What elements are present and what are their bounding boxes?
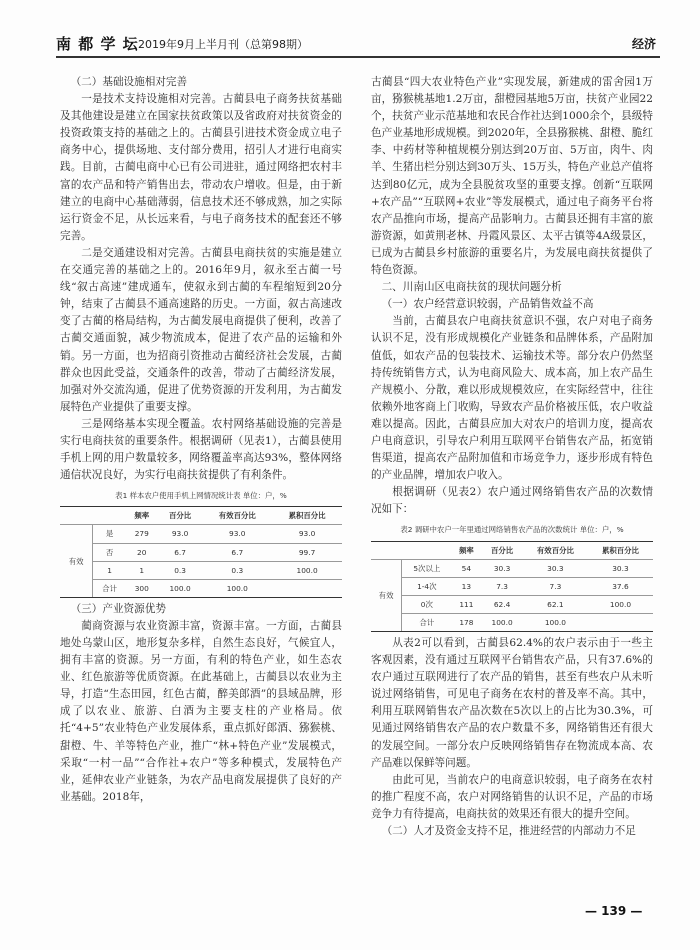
left-column [60, 74, 342, 806]
table-cell: 93.0 [272, 525, 342, 543]
table-row [60, 525, 342, 543]
table1-header-cell: 累积百分比 [272, 507, 342, 525]
table-cell: 100.0 [481, 613, 523, 631]
table2-caption: 表2 调研中农户一年里通过网络销售农产品的次数统计 单位：户，% [400, 525, 624, 535]
paragraph-survey-intro: 根据调研（见表2）农户通过网络销售农产品的次数情况如下： [371, 486, 653, 516]
paragraph-table2-analysis: 从表2可以看到，古蔺县62.4%的农户表示由于一些主客观因素，没有通过互联网平台销售农产品，只有37.6%的农户通过互联网进行了农产品的销售，甚至有些农户从未听说过网络销售，可见电子商务在农村的普及率不高。其中，利用互联网销售农产品次数在5次以上的占比为30.3%，可见通过网络销售农产品的农户数量不多，网络销售还有很大的发展空间。一部分农户反映网络销售存在物流成本高、农产品难以保鲜等问题。 [371, 637, 653, 769]
table-cell: 100.0 [523, 613, 588, 631]
page-header [56, 30, 660, 58]
table-cell: 1-4次 [402, 577, 452, 595]
table1-header-cell [60, 507, 93, 525]
table-cell: 是 [93, 525, 126, 543]
table-cell: 13 [451, 577, 481, 595]
paragraph-tech-support: 一是技术支持设施相对完善。古蔺县电子商务扶贫基础及其他建设是建立在国家扶贫政策以及省政府对扶贫资金的投资政策支持的基础之上的。古蔺县引进技术资金成立电子商务中心，提供场地、支付部分费用，招引人才进行电商实践。目前，古蔺电商中心已有公司进驻，通过网络把农村丰富的农产品和特产销售出去，带动农户增收。但是，由于新建立的电商中心基础薄弱，信息技术还不够成熟，加之实际运行资金不足，从长远来看，与电子商务技术的配套还不够完善。 [60, 93, 342, 242]
table-row [60, 543, 342, 561]
table2-header-cell [402, 541, 452, 559]
section-label: 经济 [631, 37, 656, 51]
page-number: — 139 — [585, 904, 643, 918]
table1-header-cell: 百分比 [158, 507, 203, 525]
paragraph-continuation: 古蔺县“四大农业特色产业”实现发展，新建成的雷舍园1万亩，猕猴桃基地1.2万亩，甜橙园基地5万亩，扶贫产业园22个，扶贫产业示范基地和农民合作社达到1000余个，县级特色产业基地形成规模。到2020年，全县猕猴桃、甜橙、脆红李、中药材等种植规模分别达到20万亩、5万亩，肉牛、肉羊、生猪出栏分别达到30万头、15万头，特色产业总产值将达到80亿元，成为全县脱贫攻坚的重要支撑。创新“互联网+农产品”“互联网+农业”等发展模式，通过电子商务平台将农产品推向市场，提高产品影响力。古蔺县还拥有丰富的旅游资源，如黄荆老林、丹霞风景区、太平古镇等4A级景区，已成为古蔺县乡村旅游的重要名片，为发展电商扶贫提供了特色资源。 [371, 76, 653, 277]
table-row [371, 613, 653, 631]
table-cell: 0.3 [202, 561, 272, 579]
table2-header-cell: 频率 [451, 541, 481, 559]
table2-header-cell [371, 541, 402, 559]
table-cell: 7.3 [523, 577, 588, 595]
table-row [371, 559, 653, 577]
table-cell: 30.3 [588, 559, 653, 577]
table-cell [272, 579, 342, 597]
issue-info: 2019年9月上半月刊（总第98期） [138, 38, 308, 51]
subheading-industry: （三）产业资源优势 [70, 602, 166, 615]
table1-header-row [60, 507, 342, 525]
subheading-talent-funding: （二）人才及资金支持不足，推进经营的内部动力不足 [381, 825, 636, 838]
table-row [60, 561, 342, 579]
table-cell: 100.0 [588, 595, 653, 613]
table2 [371, 541, 653, 632]
table-cell: 0.3 [158, 561, 203, 579]
section-heading-problems: 二、川南山区电商扶贫的现状问题分析 [381, 281, 562, 294]
table-cell: 5次以上 [402, 559, 452, 577]
table1-header-cell [93, 507, 126, 525]
table-cell: 37.6 [588, 577, 653, 595]
table-cell: 30.3 [523, 559, 588, 577]
table-cell: 100.0 [158, 579, 203, 597]
subheading-farmer-awareness: （一）农户经营意识较弱，产品销售效益不高 [381, 298, 594, 311]
table-row [371, 595, 653, 613]
subheading-infrastructure: （二）基础设施相对完善 [70, 76, 188, 88]
paragraph-transport: 二是交通建设相对完善。古蔺县电商扶贫的实施是建立在交通完善的基础之上的。2016年9月，叙永至古蔺一号线“叙古高速”建成通车，使叙永到古蔺的车程缩短到20分钟，结束了古蔺县不通高速路的历史。一方面，叙古高速改变了古蔺的格局结构，为古蔺发展电商提供了便利，改善了古蔺交通面貌，减少物流成本，促进了农产品的运输和外销。另一方面，也为招商引资推动古蔺经济社会发展，古蔺群众也因此受益，交通条件的改善，带动了古蔺经济发展，加强对外交流沟通，促进了优势资源的开发利用，为古蔺发展特色产业提供了重要支撑。 [60, 246, 342, 413]
table-cell: 合计 [402, 613, 452, 631]
right-column [371, 74, 653, 840]
table-cell: 1 [93, 561, 126, 579]
table2-header-row [371, 541, 653, 559]
paragraph-industry: 蔺商资源与农业资源丰富，资源丰富。一方面，古蔺县地处乌蒙山区，地形复杂多样，自然生态良好，气候宜人，拥有丰富的资源。另一方面，有利的特色产业，如生态农业、红色旅游等优质资源。在此基础上，古蔺县以农业为主导，打造“生态田园，红色古蔺，醉美郎酒”的县域品牌，形成了以农业、旅游、白酒为主要支柱的产业格局。依托“4+5”农业特色产业发展体系，重点抓好郎酒、猕猴桃、甜橙、牛、羊等特色产业，推广“林+特色产业”发展模式，采取“一村一品”“合作社+农户”等多种模式，发展特色产业，延伸农业产业链条，为农产品电商发展提供了良好的产业基础。2018年， [60, 619, 342, 803]
table-cell: 6.7 [202, 543, 272, 561]
table-cell: 99.7 [272, 543, 342, 561]
table-cell: 否 [93, 543, 126, 561]
table2-header-cell: 累积百分比 [588, 541, 653, 559]
table-cell: 93.0 [158, 525, 203, 543]
table-cell: 62.1 [523, 595, 588, 613]
table1-caption: 表1 样本农户使用手机上网情况统计表 单位：户，% [115, 491, 287, 501]
table-cell: 7.3 [481, 577, 523, 595]
table-cell: 100.0 [202, 579, 272, 597]
table-cell: 1 [126, 561, 158, 579]
table-cell: 合计 [93, 579, 126, 597]
table-cell: 100.0 [272, 561, 342, 579]
table2-header-cell: 有效百分比 [523, 541, 588, 559]
journal-logo: 南 都 学 坛 [56, 35, 139, 53]
table1-header-cell: 频率 [126, 507, 158, 525]
table-cell: 62.4 [481, 595, 523, 613]
table-row [60, 579, 342, 597]
table1 [60, 506, 342, 597]
table-cell: 111 [451, 595, 481, 613]
table-cell: 54 [451, 559, 481, 577]
table-cell: 6.7 [158, 543, 203, 561]
table-cell: 178 [451, 613, 481, 631]
table2-header-cell: 百分比 [481, 541, 523, 559]
table-cell: 93.0 [202, 525, 272, 543]
table1-group-cell: 有效 [60, 525, 93, 597]
table-row [371, 577, 653, 595]
table2-group-cell: 有效 [371, 559, 402, 631]
table-cell [588, 613, 653, 631]
paragraph-awareness: 当前，古蔺县农户电商扶贫意识不强，农户对电子商务认识不足，没有形成规模化产业链条和品牌体系，产品附加值低，如农产品的包装技术、运输技术等。部分农户仍然坚持传统销售方式，认为电商风险大、成本高，加上农产品生产规模小、分散，难以形成规模效应，在实际经营中，往往依赖外地客商上门收购，导致农产品价格被压低，农户收益难以提高。因此，古蔺县应加大对农户的培训力度，提高农户电商意识，引导农户利用互联网平台销售农产品，拓宽销售渠道，提高农产品附加值和市场竞争力，逐步形成有特色的产业品牌，增加农户收入。 [371, 315, 653, 482]
table-cell: 279 [126, 525, 158, 543]
table1-header-cell: 有效百分比 [202, 507, 272, 525]
paragraph-network: 三是网络基本实现全覆盖。农村网络基础设施的完善是实行电商扶贫的重要条件。根据调研（见表1），古蔺县使用手机上网的用户数量较多，网络覆盖率高达93%，整体网络通信状况良好，为实行电商扶贫提供了有利条件。 [60, 417, 342, 482]
paragraph-conclusion: 由此可见，当前农户的电商意识较弱，电子商务在农村的推广程度不高，农户对网络销售的认识不足，产品的市场竞争力有待提高，电商扶贫的效果还有很大的提升空间。 [371, 773, 653, 820]
table-cell: 0次 [402, 595, 452, 613]
table-cell: 20 [126, 543, 158, 561]
table-cell: 30.3 [481, 559, 523, 577]
table-cell: 300 [126, 579, 158, 597]
